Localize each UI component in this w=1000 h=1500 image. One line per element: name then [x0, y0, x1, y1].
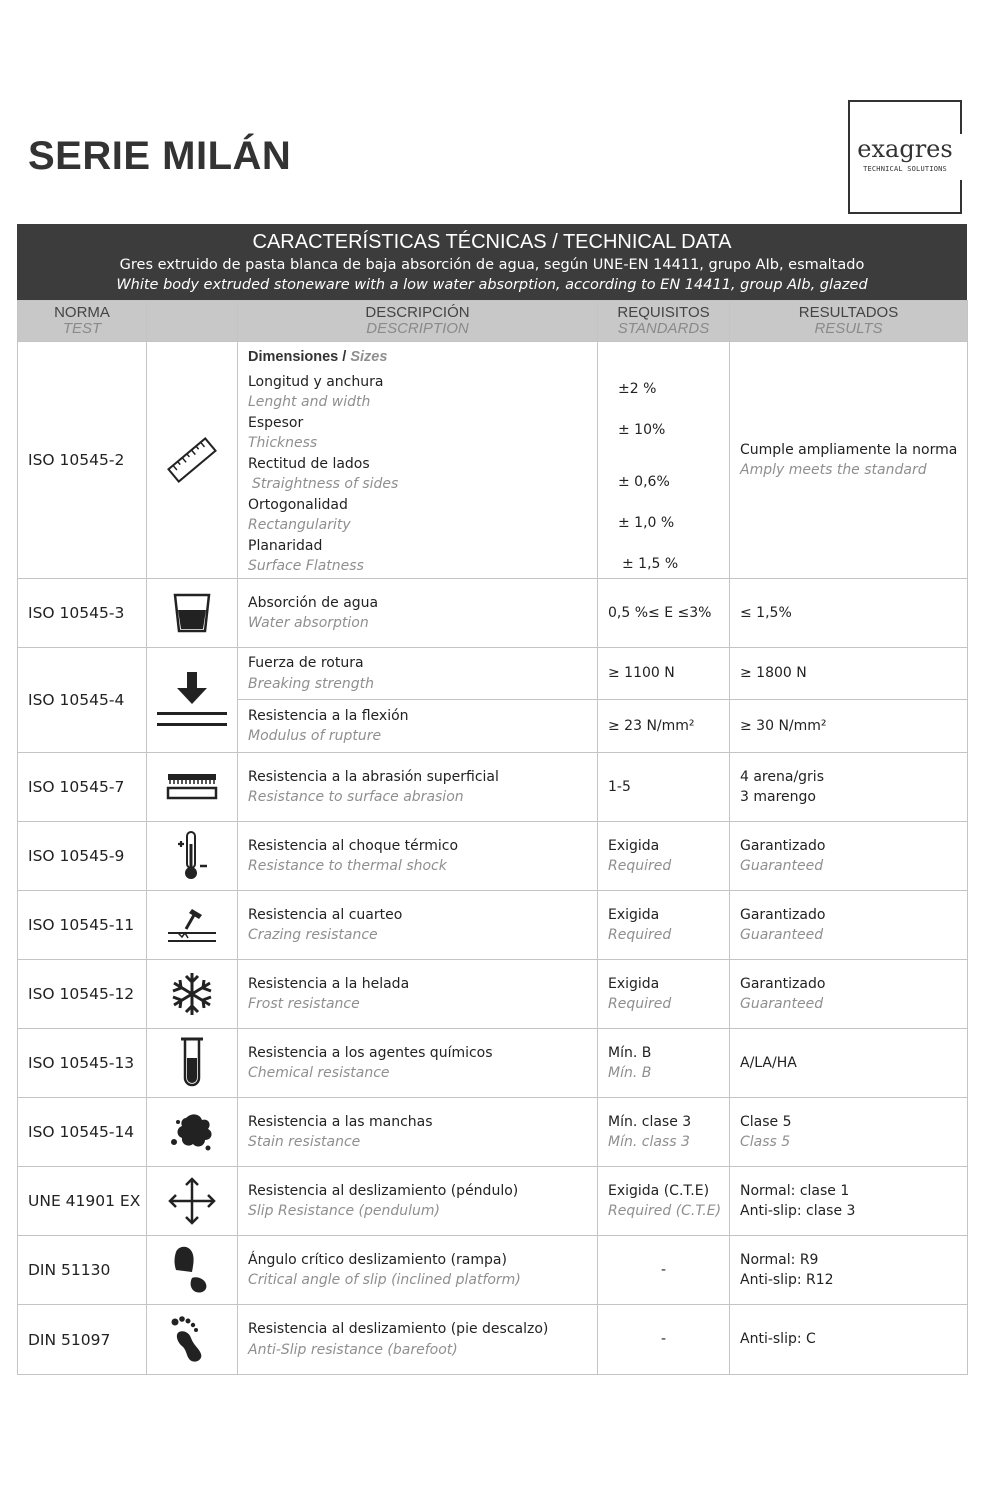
water-glass-icon	[147, 579, 238, 648]
table-header-row	[18, 301, 968, 342]
stain-splash-icon	[147, 1098, 238, 1167]
result-cell: Clase 5 Class 5	[730, 1098, 968, 1167]
requirement-cell: Mín. clase 3 Mín. class 3	[598, 1098, 730, 1167]
table-row	[18, 579, 968, 648]
norm-cell: ISO 10545-7	[18, 753, 147, 822]
description-cell: Fuerza de rotura Breaking strength	[238, 648, 598, 700]
description-cell: Resistencia al deslizamiento (pie descalzo) Anti-Slip resistance (barefoot)	[238, 1305, 598, 1375]
press-force-icon	[147, 648, 238, 753]
requirement-cell: 0,5 %≤ E ≤3%	[598, 579, 730, 648]
table-row	[18, 648, 968, 700]
requirement-cell: ≥ 23 N/mm²	[598, 700, 730, 753]
table-row	[18, 1305, 968, 1375]
norm-cell: ISO 10545-11	[18, 891, 147, 960]
description-cell: Dimensiones / Sizes Longitud y anchura Lenght and width Espesor Thickness Rectitud de lados Straightness of sides Ortogonalidad Rectangularity Planaridad Surface Flatness	[238, 342, 598, 579]
requirement-cell: Mín. B Mín. B	[598, 1029, 730, 1098]
table-row	[18, 753, 968, 822]
requirement-cell: 1-5	[598, 753, 730, 822]
table-row	[18, 1236, 968, 1305]
description-cell: Resistencia al deslizamiento (péndulo) Slip Resistance (pendulum)	[238, 1167, 598, 1236]
table-row	[18, 1029, 968, 1098]
norm-cell: ISO 10545-12	[18, 960, 147, 1029]
requirement-cell: -	[598, 1236, 730, 1305]
requirement-cell: Exigida Required	[598, 822, 730, 891]
description-cell: Resistencia al cuarteo Crazing resistance	[238, 891, 598, 960]
result-cell: Cumple ampliamente la norma Amply meets the standard	[730, 342, 968, 579]
thermometer-icon	[147, 822, 238, 891]
result-cell: ≥ 30 N/mm²	[730, 700, 968, 753]
test-tube-icon	[147, 1029, 238, 1098]
technical-data-banner	[17, 224, 967, 300]
exagres-logo	[848, 100, 962, 214]
result-cell: Normal: R9 Anti-slip: R12	[730, 1236, 968, 1305]
norm-cell: ISO 10545-4	[18, 648, 147, 753]
result-cell: ≤ 1,5%	[730, 579, 968, 648]
table-row	[18, 822, 968, 891]
result-cell: Normal: clase 1 Anti-slip: clase 3	[730, 1167, 968, 1236]
norm-cell: ISO 10545-3	[18, 579, 147, 648]
requirement-cell: Exigida Required	[598, 891, 730, 960]
norm-cell: UNE 41901 EX	[18, 1167, 147, 1236]
technical-data-table	[17, 300, 968, 1375]
result-cell: ≥ 1800 N	[730, 648, 968, 700]
norm-cell: ISO 10545-14	[18, 1098, 147, 1167]
header-norma: NORMA TEST	[18, 301, 147, 342]
requirement-cell: -	[598, 1305, 730, 1375]
description-cell: Resistencia a la abrasión superficial Resistance to surface abrasion	[238, 753, 598, 822]
page-title: SERIE MILÁN	[28, 134, 292, 178]
header-icon-column	[147, 301, 238, 342]
table-row	[18, 891, 968, 960]
abrasion-icon	[147, 753, 238, 822]
description-cell: Ángulo crítico deslizamiento (rampa) Critical angle of slip (inclined platform)	[238, 1236, 598, 1305]
ruler-icon	[147, 342, 238, 579]
move-arrows-icon	[147, 1167, 238, 1236]
requirement-cell: ±2 % ± 10% ± 0,6% ± 1,0 % ± 1,5 %	[598, 342, 730, 579]
result-cell: Garantizado Guaranteed	[730, 822, 968, 891]
table-row	[18, 960, 968, 1029]
bare-foot-icon	[147, 1305, 238, 1375]
banner-title: CARACTERÍSTICAS TÉCNICAS / TECHNICAL DATA	[252, 231, 732, 253]
snowflake-icon	[147, 960, 238, 1029]
requirement-cell: Exigida (C.T.E) Required (C.T.E)	[598, 1167, 730, 1236]
table-row	[18, 1167, 968, 1236]
banner-subtitle-en: White body extruded stoneware with a low water absorption, according to EN 14411, group AIb, glazed	[116, 277, 868, 293]
description-cell: Resistencia a las manchas Stain resistance	[238, 1098, 598, 1167]
description-cell: Absorción de agua Water absorption	[238, 579, 598, 648]
requirement-cell: Exigida Required	[598, 960, 730, 1029]
norm-cell: ISO 10545-9	[18, 822, 147, 891]
header-resultados: RESULTADOS RESULTS	[730, 301, 968, 342]
header-descripcion: DESCRIPCIÓN DESCRIPTION	[238, 301, 598, 342]
description-cell: Resistencia a los agentes químicos Chemical resistance	[238, 1029, 598, 1098]
result-cell: Garantizado Guaranteed	[730, 891, 968, 960]
result-cell: Garantizado Guaranteed	[730, 960, 968, 1029]
logo-wordmark: exagres	[857, 135, 953, 163]
hammer-crack-icon	[147, 891, 238, 960]
header-requisitos: REQUISITOS STANDARDS	[598, 301, 730, 342]
norm-cell: ISO 10545-2	[18, 342, 147, 579]
result-cell: Anti-slip: C	[730, 1305, 968, 1375]
norm-cell: DIN 51097	[18, 1305, 147, 1375]
description-cell: Resistencia al choque térmico Resistance to thermal shock	[238, 822, 598, 891]
description-cell: Resistencia a la helada Frost resistance	[238, 960, 598, 1029]
table-row	[18, 342, 968, 579]
requirement-cell: ≥ 1100 N	[598, 648, 730, 700]
result-cell: 4 arena/gris 3 marengo	[730, 753, 968, 822]
norm-cell: DIN 51130	[18, 1236, 147, 1305]
norm-cell: ISO 10545-13	[18, 1029, 147, 1098]
description-cell: Resistencia a la flexión Modulus of rupture	[238, 700, 598, 753]
table-row	[18, 1098, 968, 1167]
banner-subtitle-es: Gres extruido de pasta blanca de baja absorción de agua, según UNE-EN 14411, grupo AIb, esmaltado	[119, 257, 865, 273]
logo-tagline: TECHNICAL SOLUTIONS	[863, 165, 947, 173]
result-cell: A/LA/HA	[730, 1029, 968, 1098]
shoe-print-icon	[147, 1236, 238, 1305]
